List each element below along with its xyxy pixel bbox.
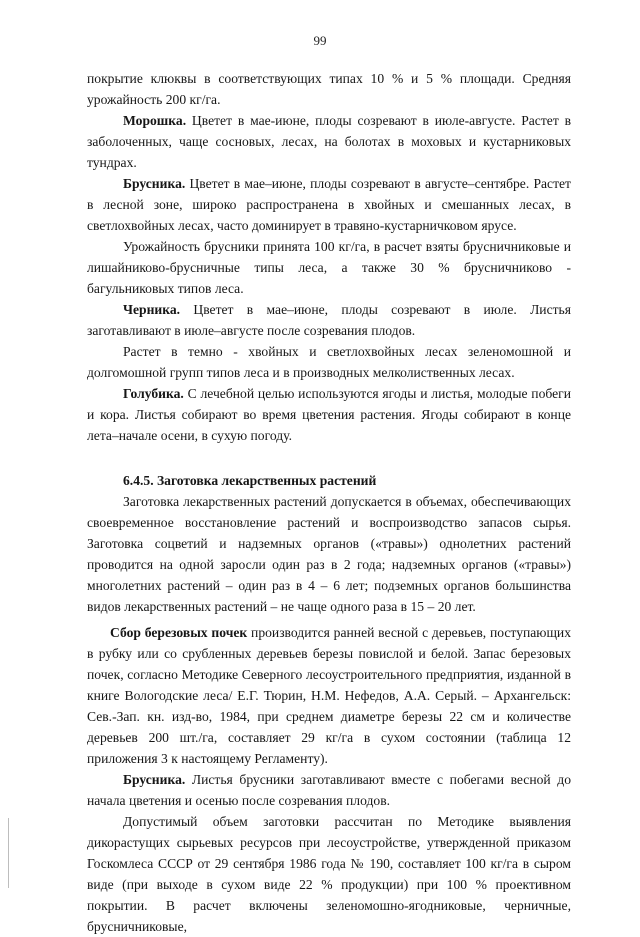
paragraph-bilberry-habitat: Растет в темно - хвойных и светлохвойных лесах зеленомошной и долгомошной групп типов леса и в производных мелколиственных лесах. [87,344,571,380]
page-number: 99 [313,33,327,48]
term-lingonberry: Брусника. [123,176,186,191]
paragraph-cranberry-yield: покрытие клюквы в соответствующих типах 10 % и 5 % площади. Средняя урожайность 200 кг/га. [87,71,571,107]
term-blueberry: Голубика. [123,386,184,401]
paragraph-blueberry [87,383,571,446]
paragraph-birch-buds [87,622,571,769]
paragraph-bilberry [87,299,571,341]
text-bilberry: Цветет в мае–июне, плоды созревают в июле. Листья заготавливают в июле–августе после созревания плодов. [87,302,571,338]
paragraph-lingonberry-yield: Урожайность брусники принята 100 кг/га, в расчет взяты брусничниковые и лишайниково-брусничные типы леса, а также 30 % брусничниково - багульниковых типов леса. [87,239,571,296]
page-body [87,68,571,937]
text-cloudberry: Цветет в мае-июне, плоды созревают в июле-августе. Растет в заболоченных, чаще сосновых, лесах, на болотах в моховых и кустарниковых тундрах. [87,113,571,170]
scan-margin-mark [8,818,9,888]
paragraph-harvest-rules: Заготовка лекарственных растений допускается в объемах, обеспечивающих своевременное восстановление растений и воспроизводство запасов сырья. Заготовка соцветий и надземных органов («травы») однолетних растений проводится на одной заросли один раз в 2 года; надземных органов («травы») многолетних растений – один раз в 4 – 6 лет; подземных органов большинства видов лекарственных растений – не чаще одного раза в 15 – 20 лет. [87,494,571,614]
paragraph-lingonberry-leaves [87,769,571,811]
text-blueberry: С лечебной целью используются ягоды и листья, молодые побеги и кора. Листья собирают во время цветения растения. Ягоды собирают в конце лета–начале осени, в сухую погоду. [87,386,571,443]
term-lingonberry-leaves: Брусника. [123,772,186,787]
text-birch-buds: производится ранней весной с деревьев, поступающих в рубку или со срубленных деревьев березы повислой и белой. Запас березовых почек, согласно Методике Северного лесоустроительного предприятия, изданной в книге Вологодские леса/ Е.Г. Тюрин, Н.М. Нефедов, А.А. Серый. – Архангельск: Сев.-Зап. кн. изд-во, 1984, при среднем диаметре березы 22 см и количестве деревьев 200 шт./га, составляет 29 кг/га в сухом состоянии (таблица 12 приложения 3 к настоящему Регламенту). [87,625,571,766]
section-heading: 6.4.5. Заготовка лекарственных растений [123,473,377,488]
text-lingonberry-leaves: Листья брусники заготавливают вместе с побегами весной до начала цветения и осенью после созревания плодов. [87,772,571,808]
term-bilberry: Черника. [123,302,181,317]
paragraph-lingonberry [87,173,571,236]
text-lingonberry: Цветет в мае–июне, плоды созревают в августе–сентябре. Растет в лесной зоне, широко распространена в хвойных и смешанных лесах, в светлохвойных лесах, часто доминирует в травяно-кустарничковом ярусе. [87,176,571,233]
term-cloudberry: Морошка. [123,113,187,128]
paragraph-allowed-volume: Допустимый объем заготовки рассчитан по Методике выявления дикорастущих сырьевых ресурсов при лесоустройстве, утвержденной приказом Госкомлеса СССР от 29 сентября 1986 года № 190, составляет 100 кг/га в сыром виде (при выходе в сухом виде 22 % продукции) при 100 % проективном покрытии. В расчет включены зеленомошно-ягодниковые, черничные, брусничниковые, [87,814,571,934]
term-birch-buds: Сбор березовых почек [110,625,248,640]
paragraph-cloudberry [87,110,571,173]
